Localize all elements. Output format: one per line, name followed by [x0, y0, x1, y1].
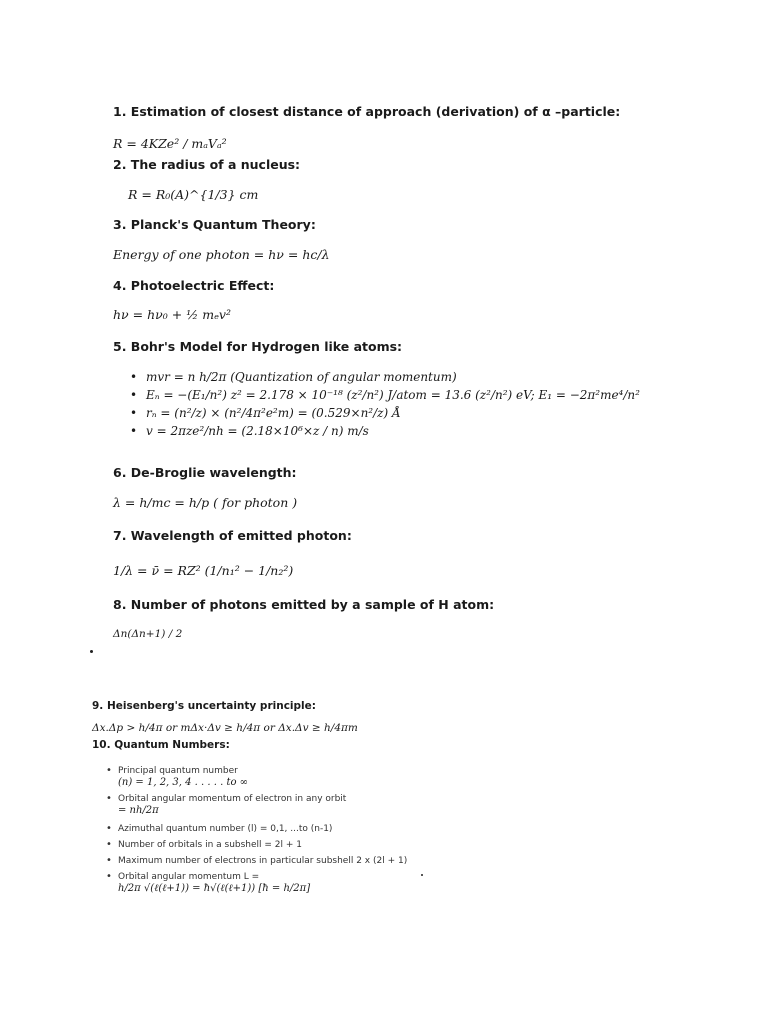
quantum-orbitals-count: • Number of orbitals in a subshell = 2l + 1: [104, 839, 407, 851]
heading-nucleus-radius: 2. The radius of a nucleus:: [113, 157, 301, 172]
quantum-principal-label: Principal quantum number: [118, 766, 238, 776]
quantum-max-electrons: • Maximum number of electrons in particular subshell 2 x (2l + 1): [104, 855, 407, 867]
bohr-velocity: • v = 2πze²/nh = (2.18×10⁶×z / n) m/s: [128, 422, 640, 440]
bohr-formula-list: [128, 368, 640, 440]
quantum-angular-momentum-l: [104, 871, 407, 895]
heading-closest-approach: 1. Estimation of closest distance of approach (derivation) of α –particle:: [113, 104, 621, 119]
bohr-energy: • Eₙ = −(E₁/n²) z² = 2.178 × 10⁻¹⁸ (z²/n²) J/atom = 13.6 (z²/n²) eV; E₁ = −2π²me⁴/n²: [128, 386, 640, 404]
heading-photoelectric: 4. Photoelectric Effect:: [113, 278, 275, 293]
heading-de-broglie: 6. De-Broglie wavelength:: [113, 465, 297, 480]
formula-nucleus-radius: R = R₀(A)^{1/3} cm: [128, 187, 259, 202]
heading-uncertainty: 9. Heisenberg's uncertainty principle:: [92, 700, 316, 712]
quantum-principal-values: (n) = 1, 2, 3, 4 . . . . . to ∞: [118, 777, 249, 788]
quantum-angular-momentum-formula: h/2π √(ℓ(ℓ+1)) = ħ√(ℓ(ℓ+1)) [ħ = h/2π]: [118, 883, 311, 894]
quantum-azimuthal: • Azimuthal quantum number (l) = 0,1, ...to (n-1): [104, 823, 407, 835]
formula-planck: Energy of one photon = hν = hc/λ: [113, 247, 330, 262]
quantum-orbital-momentum: [104, 793, 407, 817]
heading-quantum-numbers: 10. Quantum Numbers:: [92, 739, 230, 751]
quantum-orbital-momentum-label: Orbital angular momentum of electron in any orbit: [118, 794, 347, 804]
quantum-orbital-momentum-formula: = nh/2π: [118, 805, 159, 816]
heading-planck: 3. Planck's Quantum Theory:: [113, 217, 316, 232]
formula-emitted-wavelength: 1/λ = ν̄ = RZ² (1/n₁² − 1/n₂²): [113, 563, 294, 578]
formula-closest-approach: R = 4KZe² / mₐVₐ²: [113, 136, 227, 151]
stray-dot: [421, 874, 423, 876]
formula-de-broglie: λ = h/mc = h/p ( for photon ): [113, 495, 298, 510]
heading-bohr-model: 5. Bohr's Model for Hydrogen like atoms:: [113, 339, 403, 354]
quantum-angular-momentum-label: Orbital angular momentum L =: [118, 872, 260, 882]
formula-uncertainty: Δx.Δp > h/4π or mΔx·Δv ≥ h/4π or Δx.Δv ≥ h/4πm: [92, 722, 358, 734]
quantum-numbers-list: [104, 765, 407, 895]
bohr-angular-momentum: • mvr = n h/2π (Quantization of angular momentum): [128, 368, 640, 386]
bohr-radius: • rₙ = (n²/z) × (n²/4π²e²m) = (0.529×n²/z) Å: [128, 404, 640, 422]
formula-photoelectric: hν = hν₀ + ½ mₑv²: [113, 307, 232, 322]
heading-emitted-wavelength: 7. Wavelength of emitted photon:: [113, 528, 352, 543]
quantum-principal: [104, 765, 407, 789]
formula-photon-count: Δn(Δn+1) / 2: [113, 628, 183, 640]
bullet-dot: [90, 650, 93, 653]
heading-photon-count: 8. Number of photons emitted by a sample of H atom:: [113, 597, 495, 612]
